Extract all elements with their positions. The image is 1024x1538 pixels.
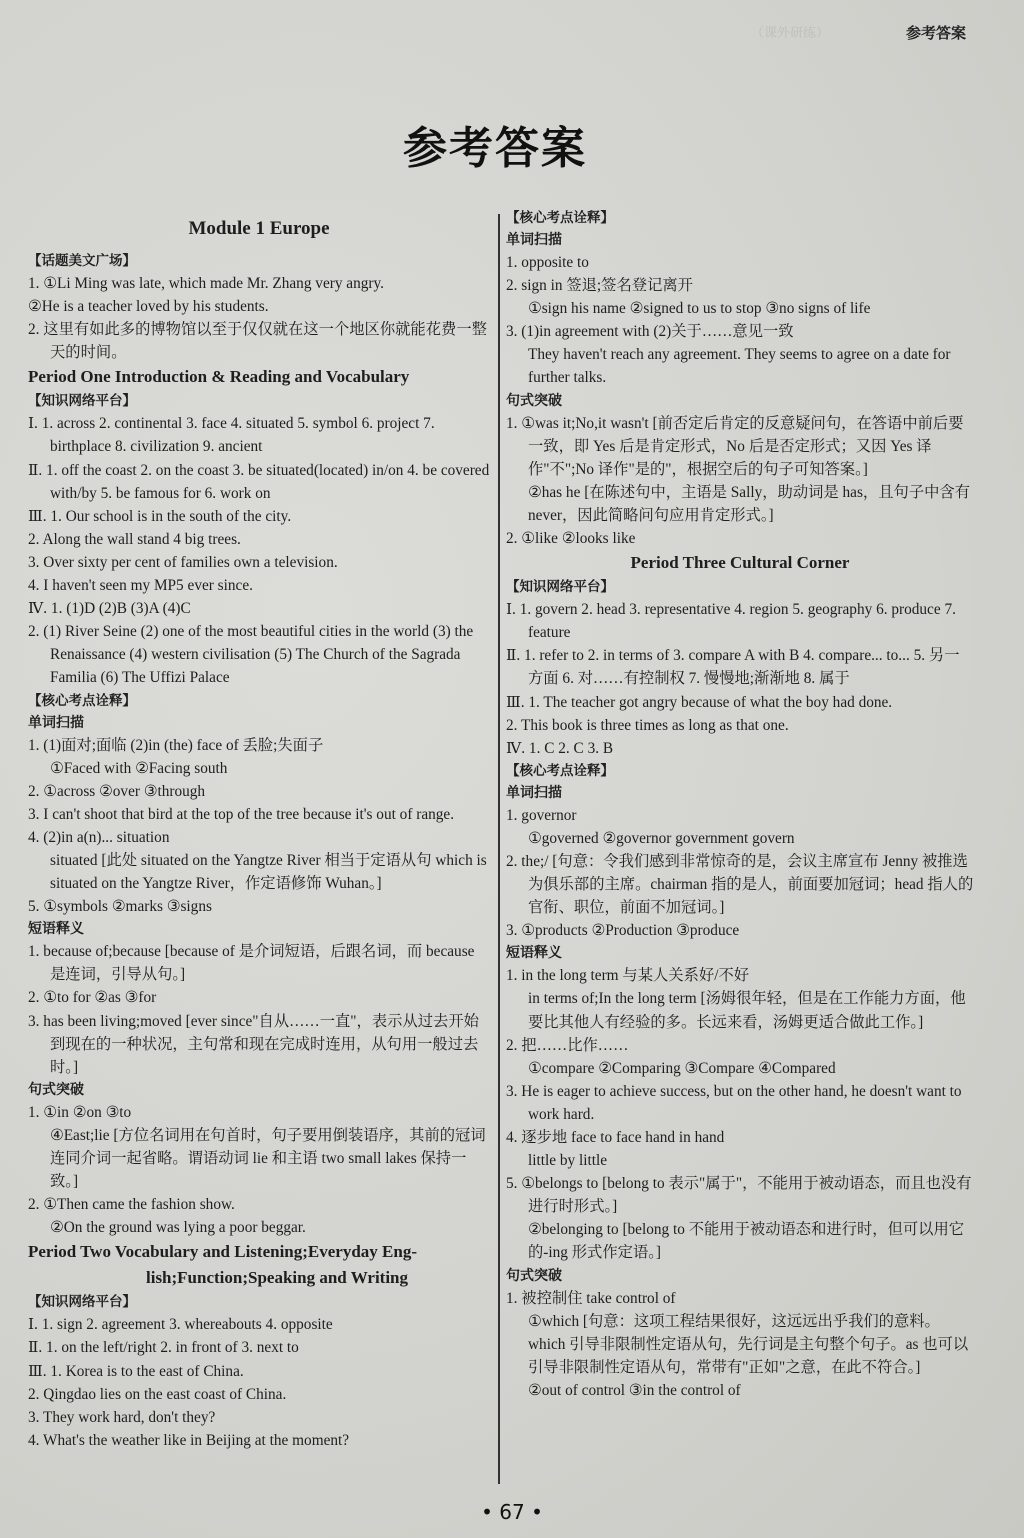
answer-line: Ⅳ. 1. (1)D (2)B (3)A (4)C	[28, 600, 191, 618]
answer-line: 2. sign in 签退;签名登记离开	[506, 277, 693, 295]
answer-line: 1. in the long term 与某人关系好/不好	[506, 967, 750, 985]
period-heading-line2: lish;Function;Speaking and Writing	[146, 1268, 409, 1288]
answer-item: Ⅱ. 1. off the coast 2. on the coast 3. be situated(located) in/on 4. be covered with/by 5. be famous for 6. work on	[28, 461, 490, 502]
answer-item: Ⅰ. 1. across 2. continental 3. face 4. situated 5. symbol 6. project 7. birthplace 8. civilization 9. ancient	[28, 415, 435, 456]
answer-line: 3. Over sixty per cent of families own a television.	[28, 553, 338, 571]
answer-line: 2. Qingdao lies on the east coast of China.	[28, 1385, 287, 1403]
answer-item: 2. 这里有如此多的博物馆以至于仅仅就在这一个地区你就能花费一整天的时间。	[28, 321, 487, 362]
page-title: 参考答案	[403, 123, 587, 174]
answer-line: ②out of control ③in the control of	[528, 1381, 741, 1399]
answer-line: 2. ①across ②over ③through	[28, 782, 206, 800]
subsection-heading: 句式突破	[506, 1267, 562, 1284]
left-column	[28, 214, 490, 1452]
answer-item: 3. I can't shoot that bird at the top of the tree because it's out of range.	[28, 805, 455, 823]
answer-line: in terms of;In the long term [汤姆很年轻，但是在工作能力方面，他要比其他人有经验的多。长远来看，汤姆更适合做此工作。]	[528, 990, 966, 1031]
answer-line: 3. They work hard, don't they?	[28, 1408, 216, 1426]
answer-line: 1. ①Li Ming was late, which made Mr. Zhang very angry.	[28, 275, 384, 292]
answer-line: 4. 逐步地 face to face hand in hand	[506, 1129, 725, 1146]
period-heading-line1: Period Two Vocabulary and Listening;Everyday Eng-	[28, 1242, 418, 1262]
section-heading: 【话题美文广场】	[28, 253, 136, 269]
period-heading: Period Three Cultural Corner	[630, 553, 850, 573]
period-heading	[28, 1239, 490, 1291]
left-column-content	[28, 250, 490, 1452]
section-heading: 【知识网络平台】	[506, 579, 614, 596]
answer-item: 3. He is eager to achieve success, but on the other hand, he doesn't want to work hard.	[506, 1082, 962, 1123]
answer-line: 2. 把……比作……	[506, 1036, 629, 1054]
page-number: • 67 •	[481, 1500, 543, 1524]
subsection-heading: 单词扫描	[28, 714, 84, 731]
answer-line: ②On the ground was lying a poor beggar.	[50, 1219, 306, 1237]
answer-item: 1. because of;because [because of 是介词短语，后跟名词，而 because 是连词，引导从句。]	[28, 943, 475, 984]
right-column	[506, 207, 974, 1402]
answer-line: 4. (2)in a(n)... situation	[28, 828, 170, 846]
answer-line: Ⅲ. 1. The teacher got angry because of what the boy had done.	[506, 693, 893, 711]
section-heading: 【核心考点诠释】	[28, 692, 136, 709]
answer-item: 2. (1) River Seine (2) one of the most beautiful cities in the world (3) the Renaissance (4) western civilisation (5) The Church of the Sagrada Familia (6) The Uffizi Palace	[28, 623, 474, 687]
subsection-heading: 单词扫描	[506, 784, 562, 801]
answer-line: 1. ①in ②on ③to	[28, 1103, 132, 1121]
answer-line: 5. ①symbols ②marks ③signs	[28, 898, 212, 916]
answer-line: ①sign his name ②signed to us to stop ③no signs of life	[528, 300, 871, 318]
answer-line: 4. I haven't seen my MP5 ever since.	[28, 577, 253, 595]
answer-line: little by little	[528, 1152, 608, 1170]
subsection-heading: 短语释义	[506, 945, 562, 962]
section-heading: 【知识网络平台】	[28, 393, 136, 410]
answer-line: 1. 被控制住 take control of	[506, 1289, 676, 1307]
right-column-content	[506, 207, 974, 1402]
answer-item: 2. the;/ [句意：令我们感到非常惊奇的是，会议主席宣布 Jenny 被推选为俱乐部的主席。chairman 指的是人，前面要加冠词；head 指人的官衔、职位，前面不加冠词。]	[506, 852, 974, 917]
answer-line: Ⅱ. 1. on the left/right 2. in front of 3. next to	[28, 1339, 299, 1357]
answer-line: 1. opposite to	[506, 254, 589, 271]
answer-line: 4. What's the weather like in Beijing at the moment?	[28, 1431, 350, 1449]
answer-line: They haven't reach any agreement. They seems to agree on a date for further talks.	[528, 346, 951, 387]
answer-line: 3. (1)in agreement with (2)关于……意见一致	[506, 323, 794, 341]
answer-line: 3. ①products ②Production ③produce	[506, 922, 740, 940]
answer-line: ②He is a teacher loved by his students.	[28, 298, 269, 316]
answer-line: 2. Along the wall stand 4 big trees.	[28, 530, 241, 548]
section-heading: 【知识网络平台】	[28, 1294, 136, 1311]
answer-line: ①Faced with ②Facing south	[50, 759, 228, 777]
answer-line: 1. governor	[506, 806, 577, 824]
running-head: 参考答案	[905, 24, 966, 42]
answer-line: situated [此处 situated on the Yangtze River 相当于定语从句 which is situated on the Yangtze River，作定语修饰 Wuhan。]	[50, 851, 487, 893]
subsection-heading: 句式突破	[28, 1081, 84, 1098]
answer-line: 2. ①like ②looks like	[506, 530, 636, 548]
answer-line: ②belonging to [belong to 不能用于被动语态和进行时，但可以用它的-ing 形式作定语。]	[528, 1221, 965, 1262]
answer-line: 1. (1)面对;面临 (2)in (the) face of 丢脸;失面子	[28, 736, 324, 754]
subsection-heading: 单词扫描	[506, 232, 562, 248]
answer-line: 2. ①Then came the fashion show.	[28, 1196, 235, 1214]
answer-line: Ⅰ. 1. sign 2. agreement 3. whereabouts 4. opposite	[28, 1316, 333, 1334]
answer-line: ①which [句意：这项工程结果很好，这远远出乎我们的意料。which 引导非限制性定语从句，先行词是主句整个句子。as 也可以引导非限制性定语从句，常带有"正如"之意，在此不符合。]	[528, 1312, 969, 1376]
answer-line: Ⅳ. 1. C 2. C 3. B	[506, 739, 614, 757]
answer-item: 1. ①was it;No,it wasn't [前否定后肯定的反意疑问句，在答语中前后要一致，即 Yes 后是肯定形式，No 后是否定形式；又因 Yes 译作"不";No 译作"是的"，根据空后的句子可知答案。]	[506, 414, 964, 478]
period-heading: Period One Introduction & Reading and Vocabulary	[28, 367, 410, 387]
answer-line: 2. This book is three times as long as that one.	[506, 716, 789, 734]
answer-line: ①compare ②Comparing ③Compare ④Compared	[528, 1059, 836, 1077]
answer-line: ②has he [在陈述句中，主语是 Sally，助动词是 has，且句子中含有 never，因此简略问句应用肯定形式。]	[528, 483, 971, 524]
answer-line: Ⅲ. 1. Korea is to the east of China.	[28, 1362, 244, 1380]
subsection-heading: 句式突破	[506, 392, 562, 409]
answer-item: Ⅰ. 1. govern 2. head 3. representative 4. region 5. geography 6. produce 7. feature	[506, 601, 956, 642]
section-heading: 【核心考点诠释】	[506, 210, 614, 226]
section-heading: 【核心考点诠释】	[506, 762, 614, 779]
ghost-header-text: （课外研练）	[750, 26, 829, 41]
answer-line: 2. ①to for ②as ③for	[28, 989, 157, 1007]
answer-item: Ⅱ. 1. refer to 2. in terms of 3. compare A with B 4. compare... to... 5. 另一方面 6. 对……有控制权 7. 慢慢地;渐渐地 8. 属于	[506, 647, 960, 688]
answer-line: ①governed ②governor government govern	[528, 829, 795, 847]
answer-line: Ⅲ. 1. Our school is in the south of the city.	[28, 507, 292, 525]
module-title: Module 1 Europe	[188, 218, 330, 239]
subsection-heading: 短语释义	[28, 921, 84, 938]
column-divider	[498, 214, 500, 1484]
answer-item: 5. ①belongs to [belong to 表示"属于"，不能用于被动语态，而且也没有进行时形式。]	[506, 1175, 972, 1216]
answer-item: 3. has been living;moved [ever since"自从……一直"，表示从过去开始到现在的一种状况，主句常和现在完成时连用，从句用一般过去时。]	[28, 1012, 479, 1076]
answer-line: ④East;lie [方位名词用在句首时，句子要用倒装语序，其前的冠词连同介词一起省略。谓语动词 lie 和主语 two small lakes 保持一致。]	[50, 1126, 486, 1191]
